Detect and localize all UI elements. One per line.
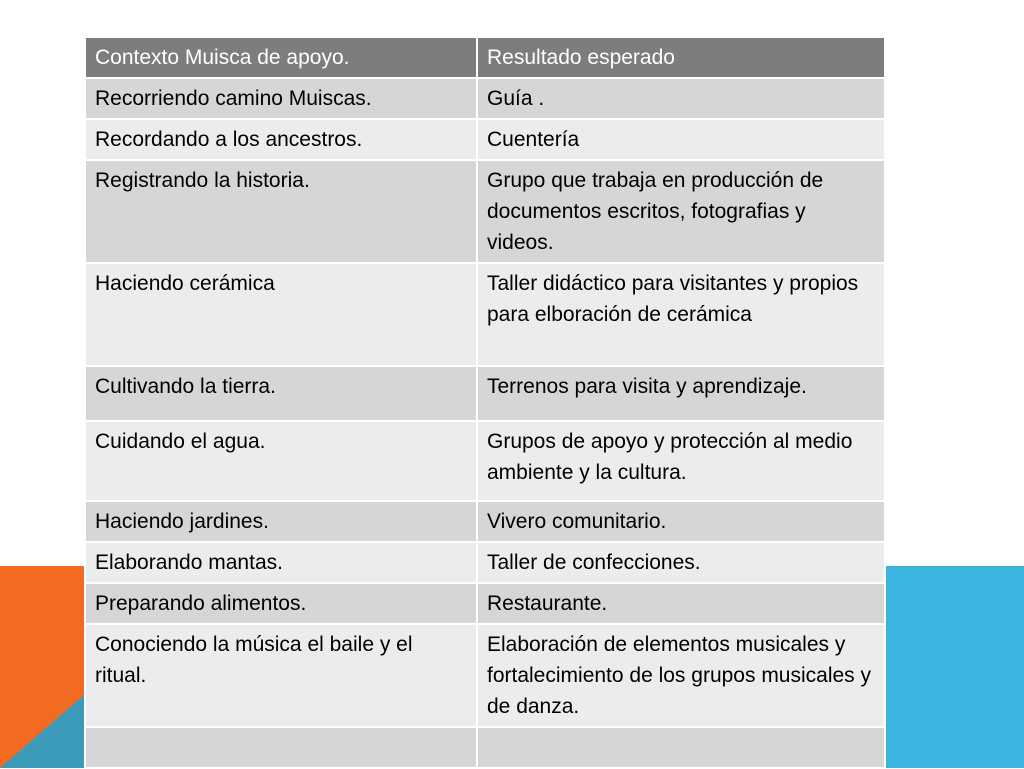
cell-result: Grupos de apoyo y protección al medio ambiente y la cultura. bbox=[477, 421, 885, 501]
header-context: Contexto Muisca de apoyo. bbox=[85, 37, 477, 78]
table-row bbox=[85, 78, 885, 119]
cell-context: Cultivando la tierra. bbox=[85, 366, 477, 421]
cell-context: Haciendo jardines. bbox=[85, 501, 477, 542]
cell-context: Conociendo la música el baile y el ritual. bbox=[85, 624, 477, 727]
cell-result: Terrenos para visita y aprendizaje. bbox=[477, 366, 885, 421]
cell-context: Elaborando mantas. bbox=[85, 542, 477, 583]
header-expected-result: Resultado esperado bbox=[477, 37, 885, 78]
table-row bbox=[85, 421, 885, 501]
cell-result: Taller de confecciones. bbox=[477, 542, 885, 583]
table-row bbox=[85, 727, 885, 768]
cell-result: Restaurante. bbox=[477, 583, 885, 624]
table-row bbox=[85, 119, 885, 160]
cell-result: Grupo que trabaja en producción de documentos escritos, fotografias y videos. bbox=[477, 160, 885, 263]
cell-result: Vivero comunitario. bbox=[477, 501, 885, 542]
cell-context bbox=[85, 727, 477, 768]
table-row bbox=[85, 542, 885, 583]
cell-context: Cuidando el agua. bbox=[85, 421, 477, 501]
activities-table bbox=[84, 36, 886, 769]
table-row bbox=[85, 624, 885, 727]
cell-context: Preparando alimentos. bbox=[85, 583, 477, 624]
cell-result bbox=[477, 727, 885, 768]
table-row bbox=[85, 366, 885, 421]
table-row bbox=[85, 263, 885, 366]
table-row bbox=[85, 160, 885, 263]
table-row bbox=[85, 501, 885, 542]
decorative-blue-block bbox=[878, 566, 1024, 768]
cell-context: Recorriendo camino Muiscas. bbox=[85, 78, 477, 119]
cell-context: Registrando la historia. bbox=[85, 160, 477, 263]
cell-result: Guía . bbox=[477, 78, 885, 119]
cell-context: Recordando a los ancestros. bbox=[85, 119, 477, 160]
cell-result: Taller didáctico para visitantes y propios para elboración de cerámica bbox=[477, 263, 885, 366]
cell-result: Elaboración de elementos musicales y fortalecimiento de los grupos musicales y de danza. bbox=[477, 624, 885, 727]
cell-context: Haciendo cerámica bbox=[85, 263, 477, 366]
table-header-row bbox=[85, 37, 885, 78]
cell-result: Cuentería bbox=[477, 119, 885, 160]
table-row bbox=[85, 583, 885, 624]
